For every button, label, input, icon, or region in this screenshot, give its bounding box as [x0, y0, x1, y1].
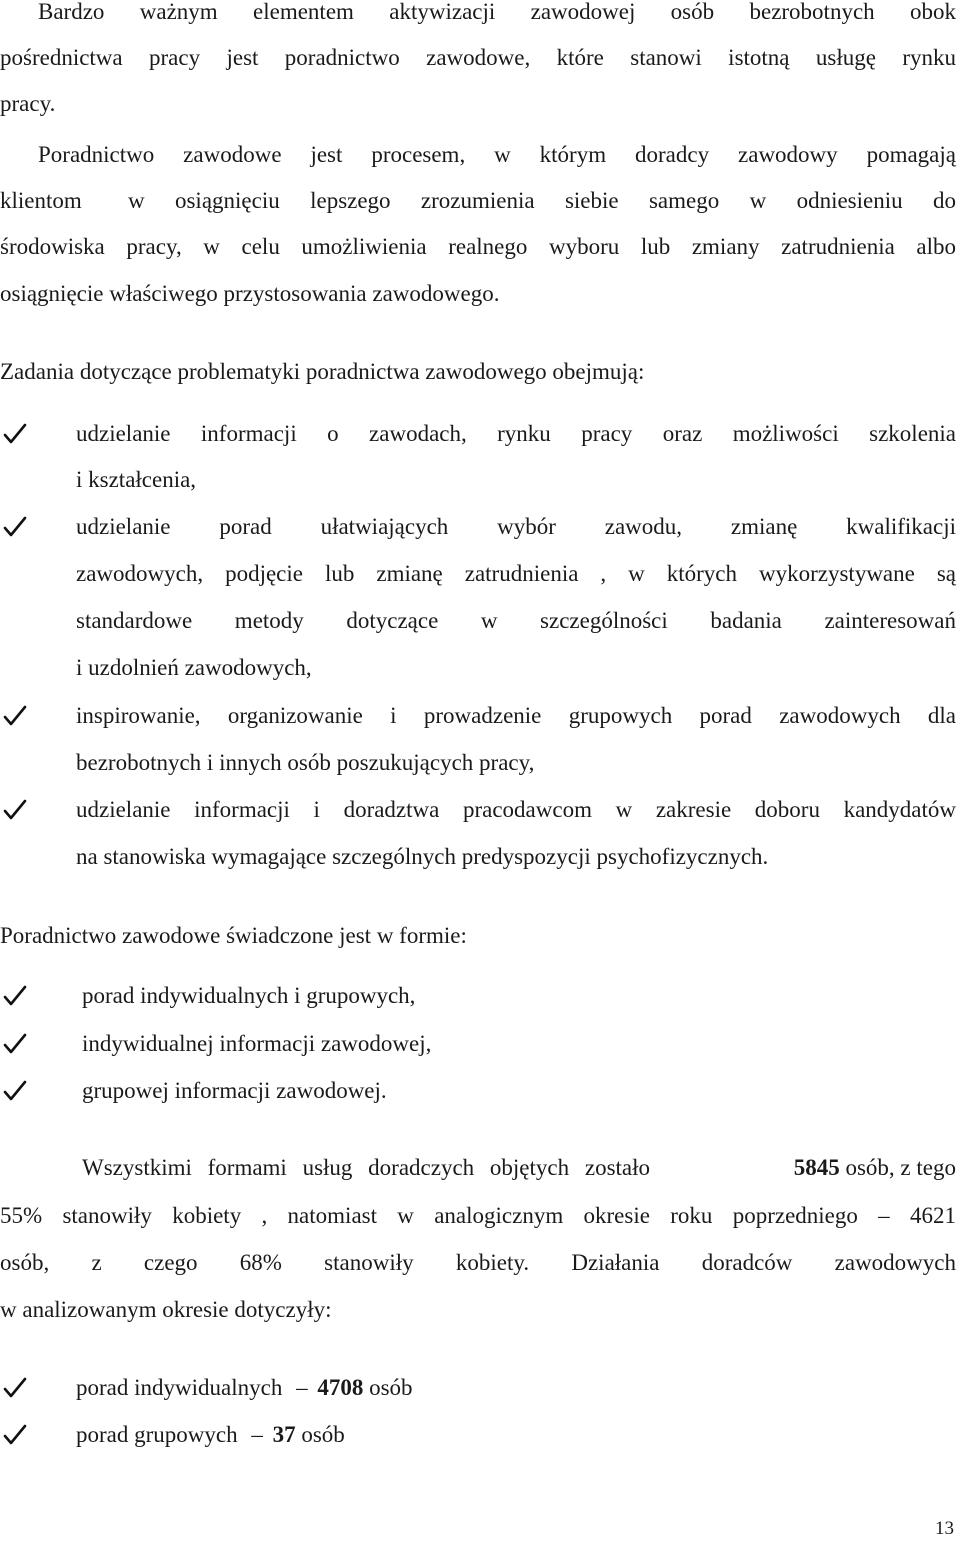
stats-line1	[82, 1145, 956, 1191]
para2-line1: Poradnictwo zawodowe jest procesem, w którym doradcy zawodowy pomagają	[38, 142, 956, 167]
para2-line2-start: klientom	[0, 188, 82, 213]
task-3-line2: bezrobotnych i innych osób poszukujących pracy,	[76, 750, 535, 775]
checkmark-icon	[2, 1031, 28, 1059]
task-2-line1: udzielanie porad ułatwiających wybór zawodu, zmianę kwalifikacji	[76, 514, 956, 539]
result-item-group	[76, 1412, 345, 1458]
result-value: 37	[272, 1422, 296, 1447]
result-item-individual	[76, 1365, 413, 1411]
para1-line3: pracy.	[0, 91, 56, 116]
stats-line1-text: Wszystkimi formami usług doradczych objętych zostało	[82, 1155, 651, 1180]
result-value: 4708	[317, 1375, 364, 1400]
para2-line4: osiągnięcie właściwego przystosowania zawodowego.	[0, 281, 500, 306]
result-unit: osób	[369, 1375, 413, 1400]
para1-line1: Bardzo ważnym elementem aktywizacji zawodowej osób bezrobotnych obok	[38, 0, 956, 24]
checkmark-icon	[2, 983, 28, 1011]
task-4-line1: udzielanie informacji i doradztwa pracodawcom w zakresie doboru kandydatów	[76, 797, 956, 822]
result-dash: –	[251, 1422, 263, 1447]
form-item-2: indywidualnej informacji zawodowej,	[82, 1031, 432, 1056]
result-unit: osób	[301, 1422, 345, 1447]
form-item-1: porad indywidualnych i grupowych,	[82, 983, 416, 1008]
checkmark-icon	[2, 514, 28, 542]
result-dash: –	[296, 1375, 308, 1400]
checkmark-icon	[2, 1422, 28, 1450]
task-1-line2: i kształcenia,	[76, 467, 197, 492]
para2-line2-rest: w osiągnięciu lepszego zrozumienia siebie samego w odniesieniu do	[128, 188, 956, 213]
stats-total-value: 5845	[793, 1155, 840, 1180]
form-item-3: grupowej informacji zawodowej.	[82, 1078, 387, 1103]
result-label: porad grupowych	[76, 1422, 238, 1447]
task-2-line3: standardowe metody dotyczące w szczególności badania zainteresowań	[76, 608, 956, 633]
stats-line4: w analizowanym okresie dotyczyły:	[0, 1297, 332, 1322]
result-label: porad indywidualnych	[76, 1375, 283, 1400]
stats-line1-total-wrap	[794, 1145, 956, 1191]
task-4-line2: na stanowiska wymagające szczególnych predyspozycji psychofizycznych.	[76, 844, 769, 869]
task-2-line4: i uzdolnień zawodowych,	[76, 655, 312, 680]
stats-line2: 55% stanowiły kobiety , natomiast w analogicznym okresie roku poprzedniego – 4621	[0, 1203, 956, 1228]
checkmark-icon	[2, 421, 28, 449]
task-3-line1: inspirowanie, organizowanie i prowadzenie grupowych porad zawodowych dla	[76, 703, 956, 728]
tasks-intro: Zadania dotyczące problematyki poradnictwa zawodowego obejmują:	[0, 359, 645, 384]
para1-line2: pośrednictwa pracy jest poradnictwo zawodowe, które stanowi istotną usługę rynku	[0, 45, 956, 70]
stats-line3: osób, z czego 68% stanowiły kobiety. Działania doradców zawodowych	[0, 1250, 956, 1275]
page-number: 13	[935, 1518, 954, 1539]
stats-line1-after: osób, z tego	[845, 1155, 956, 1180]
task-2-line2: zawodowych, podjęcie lub zmianę zatrudnienia , w których wykorzystywane są	[76, 561, 956, 586]
checkmark-icon	[2, 797, 28, 825]
task-1-line1: udzielanie informacji o zawodach, rynku pracy oraz możliwości szkolenia	[76, 421, 956, 446]
checkmark-icon	[2, 1078, 28, 1106]
para2-line3: środowiska pracy, w celu umożliwienia realnego wyboru lub zmiany zatrudnienia albo	[0, 234, 956, 259]
checkmark-icon	[2, 703, 28, 731]
forms-intro: Poradnictwo zawodowe świadczone jest w formie:	[0, 923, 467, 948]
checkmark-icon	[2, 1375, 28, 1403]
